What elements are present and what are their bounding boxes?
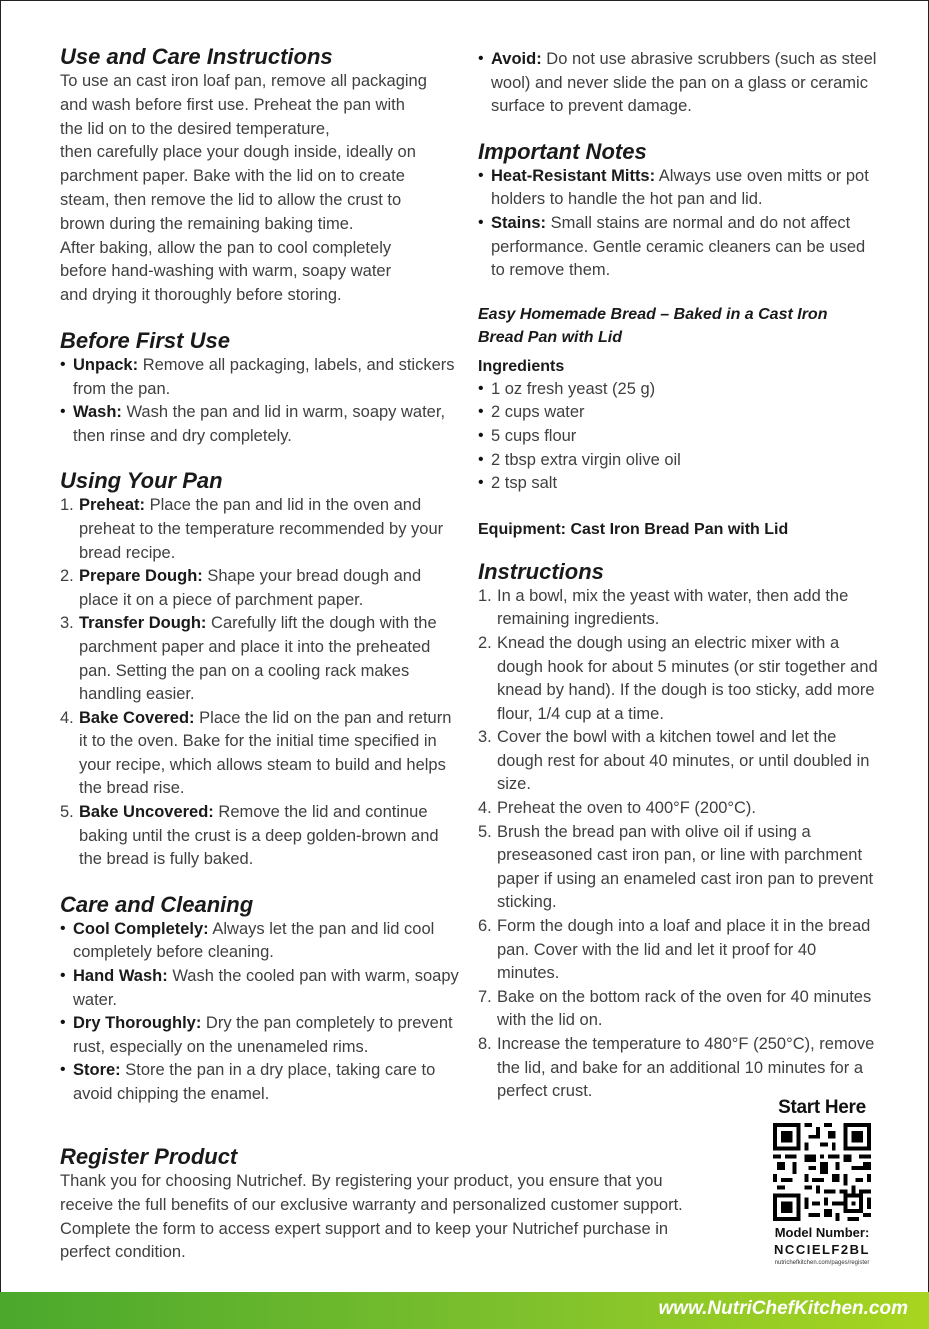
step-number: 3. (478, 728, 492, 747)
register-line: Thank you for choosing Nutrichef. By registering your product, you ensure that you (60, 1172, 663, 1190)
item-text: Wash the pan and lid in warm, soapy water, then rinse and dry completely. (73, 403, 446, 445)
item-label: Avoid: (491, 50, 542, 68)
step-text: Increase the temperature to 480°F (250°C), remove the lid, and bake for an additional 10 minutes for a perfect crust. (497, 1035, 875, 1101)
item-label: Dry Thoroughly: (73, 1014, 202, 1033)
step-text: Remove the lid and continue baking until the crust is a deep golden-brown and the bread is fully baked. (79, 803, 439, 869)
list-item (478, 48, 878, 119)
list-item (60, 354, 460, 401)
step-text: Place the pan and lid in the oven and preheat to the temperature recommended by your bread recipe. (79, 496, 444, 562)
use-care-line: and drying it thoroughly before storing. (60, 286, 342, 305)
step-item (478, 821, 878, 915)
ingredients-list (478, 378, 878, 496)
item-text: Remove all packaging, labels, and stickers from the pan. (73, 355, 455, 398)
qr-code-icon[interactable] (773, 1123, 871, 1221)
equipment-line: Equipment: Cast Iron Bread Pan with Lid (478, 520, 789, 538)
item-text: Always let the pan and lid cool completely before cleaning. (73, 919, 435, 962)
step-text: Knead the dough using an electric mixer with a dough hook for about 5 minutes (or stir together and knead by hand). If the dough is too sticky, add more flour, 1/4 cup at a time. (497, 633, 878, 723)
care-cleaning-section (60, 892, 460, 1107)
use-care-section (60, 44, 460, 308)
step-number: 5. (60, 803, 74, 822)
use-care-line: and wash before first use. Preheat the pan with (60, 95, 405, 114)
qr-title: Start Here (778, 1097, 866, 1118)
step-number: 6. (478, 917, 492, 936)
qr-url[interactable]: nutrichefkitchen.com/pages/register (774, 1260, 870, 1266)
step-number: 1. (478, 586, 492, 605)
step-number: 1. (60, 496, 74, 515)
list-item (60, 1012, 460, 1059)
ingredient-item: • 1 oz fresh yeast (25 g) (478, 378, 878, 402)
step-text: Bake on the bottom rack of the oven for 40 minutes with the lid on. (497, 987, 872, 1030)
before-first-use-list (60, 354, 460, 448)
list-item (60, 965, 460, 1012)
recipe-title-line: Easy Homemade Bread – Baked in a Cast Iron (478, 305, 828, 323)
important-notes-list (478, 165, 878, 283)
list-item (478, 212, 878, 283)
step-item (478, 585, 878, 632)
step-text: Carefully lift the dough with the parchment paper and place it into the preheated pan. Setting the pan on a cooling rack makes handling easier. (79, 614, 437, 704)
use-care-paragraph (60, 70, 460, 308)
item-text: Store the pan in a dry place, taking care to avoid chipping the enamel. (73, 1061, 436, 1103)
qr-model-label: Model Number: (774, 1225, 870, 1240)
qr-block (766, 1097, 878, 1268)
ingredient-item: • 5 cups flour (478, 425, 878, 449)
step-item (478, 797, 878, 821)
item-label: Unpack: (73, 355, 139, 374)
ingredient-item: • 2 cups water (478, 401, 878, 425)
footer-bar (0, 1292, 929, 1329)
use-care-line: then carefully place your dough inside, ideally on (60, 143, 416, 162)
instructions-section (478, 559, 878, 1104)
left-column (60, 44, 460, 1127)
step-label: Bake Uncovered: (79, 803, 214, 822)
care-cleaning-list (60, 918, 460, 1107)
item-label: Stains: (491, 213, 547, 232)
ingredient-item: • 2 tbsp extra virgin olive oil (478, 449, 878, 473)
list-item (60, 401, 460, 448)
register-line: Complete the form to access expert support and to keep your Nutrichef purchase in (60, 1219, 669, 1238)
step-item (60, 494, 460, 565)
step-number: 2. (478, 633, 492, 652)
qr-model-number: NCCIELF2BL (774, 1242, 870, 1257)
item-label: Cool Completely: (73, 919, 209, 938)
using-your-pan-heading: Using Your Pan (60, 468, 223, 494)
instructions-steps (478, 585, 878, 1104)
step-text: Place the lid on the pan and return it to the oven. Bake for the initial time specified in your recipe, which allows steam to build and helps the bread rise. (79, 708, 452, 798)
use-care-line: the lid on to the desired temperature, (60, 119, 330, 138)
right-column (478, 48, 878, 1104)
step-item (60, 801, 460, 872)
before-first-use-section (60, 328, 460, 448)
step-number: 5. (478, 822, 492, 841)
important-notes-heading: Important Notes (478, 138, 647, 164)
avoid-section (478, 48, 878, 119)
using-your-pan-steps (60, 494, 460, 872)
step-number: 4. (478, 799, 492, 818)
item-text: Wash the cooled pan with warm, soapy water. (73, 967, 459, 1009)
recipe-title-line: Bread Pan with Lid (478, 328, 623, 346)
list-item (60, 918, 460, 965)
use-care-line: parchment paper. Bake with the lid on to create (60, 167, 405, 186)
step-item (478, 915, 878, 986)
list-item (478, 165, 878, 212)
use-care-heading: Use and Care Instructions (60, 44, 333, 69)
step-item (60, 565, 460, 612)
use-care-line: To use an cast iron loaf pan, remove all packaging (60, 72, 427, 90)
using-your-pan-section (60, 468, 460, 872)
ingredient-item: • 2 tsp salt (478, 472, 878, 496)
register-heading: Register Product (60, 1144, 238, 1169)
step-number: 8. (478, 1035, 492, 1053)
use-care-line: brown during the remaining baking time. (60, 214, 354, 233)
step-item (478, 632, 878, 726)
step-text: Preheat the oven to 400°F (200°C). (497, 799, 757, 818)
register-line: receive the full benefits of our exclusive warranty and personalized customer support. (60, 1195, 683, 1214)
item-text: Always use oven mitts or pot holders to handle the hot pan and lid. (491, 166, 869, 209)
step-item (478, 986, 878, 1033)
item-text: Dry the pan completely to prevent rust, especially on the unenameled rims. (73, 1014, 453, 1056)
step-label: Preheat: (79, 496, 146, 515)
step-label: Transfer Dough: (79, 614, 207, 633)
recipe-section (478, 303, 878, 541)
important-notes-section (478, 139, 878, 283)
list-item (60, 1059, 460, 1106)
item-text: Small stains are normal and do not affect performance. Gentle ceramic cleaners can be used to remove them. (491, 213, 866, 280)
item-text: Do not use abrasive scrubbers (such as steel wool) and never slide the pan on a glass or ceramic surface to prevent damage. (491, 50, 877, 116)
step-text: In a bowl, mix the yeast with water, then add the remaining ingredients. (497, 586, 849, 629)
step-label: Prepare Dough: (79, 567, 203, 586)
ingredients-heading: Ingredients (478, 357, 565, 375)
footer-website-link[interactable]: www.NutriChefKitchen.com (658, 1298, 908, 1319)
step-item (478, 1033, 878, 1104)
step-item (478, 726, 878, 797)
step-text: Form the dough into a loaf and place it in the bread pan. Cover with the lid and let it proof for 40 minutes. (497, 917, 871, 983)
before-first-use-heading: Before First Use (60, 327, 230, 353)
register-section (60, 1144, 740, 1265)
register-line: perfect condition. (60, 1243, 186, 1262)
step-text: Shape your bread dough and place it on a piece of parchment paper. (79, 567, 422, 609)
step-number: 7. (478, 987, 492, 1006)
register-paragraph (60, 1170, 740, 1265)
step-text: Brush the bread pan with olive oil if using a preseasoned cast iron pan, or line with parchment paper if using an enameled cast iron pan to prevent sticking. (497, 822, 874, 912)
step-number: 2. (60, 567, 74, 586)
step-text: Cover the bowl with a kitchen towel and let the dough rest for about 40 minutes, or until doubled in size. (497, 728, 870, 794)
item-label: Wash: (73, 403, 122, 422)
step-item (60, 707, 460, 801)
item-label: Hand Wash: (73, 967, 168, 986)
instructions-heading: Instructions (478, 558, 604, 584)
use-care-line: After baking, allow the pan to cool completely (60, 238, 392, 257)
use-care-line: steam, then remove the lid to allow the crust to (60, 190, 402, 209)
step-label: Bake Covered: (79, 708, 195, 727)
use-care-line: before hand-washing with warm, soapy water (60, 262, 392, 281)
recipe-title (478, 303, 878, 349)
care-cleaning-heading: Care and Cleaning (60, 891, 254, 917)
step-number: 4. (60, 708, 74, 727)
item-label: Heat-Resistant Mitts: (491, 166, 656, 185)
item-label: Store: (73, 1061, 121, 1080)
avoid-list (478, 48, 878, 119)
step-item (60, 612, 460, 706)
step-number: 3. (60, 614, 74, 633)
